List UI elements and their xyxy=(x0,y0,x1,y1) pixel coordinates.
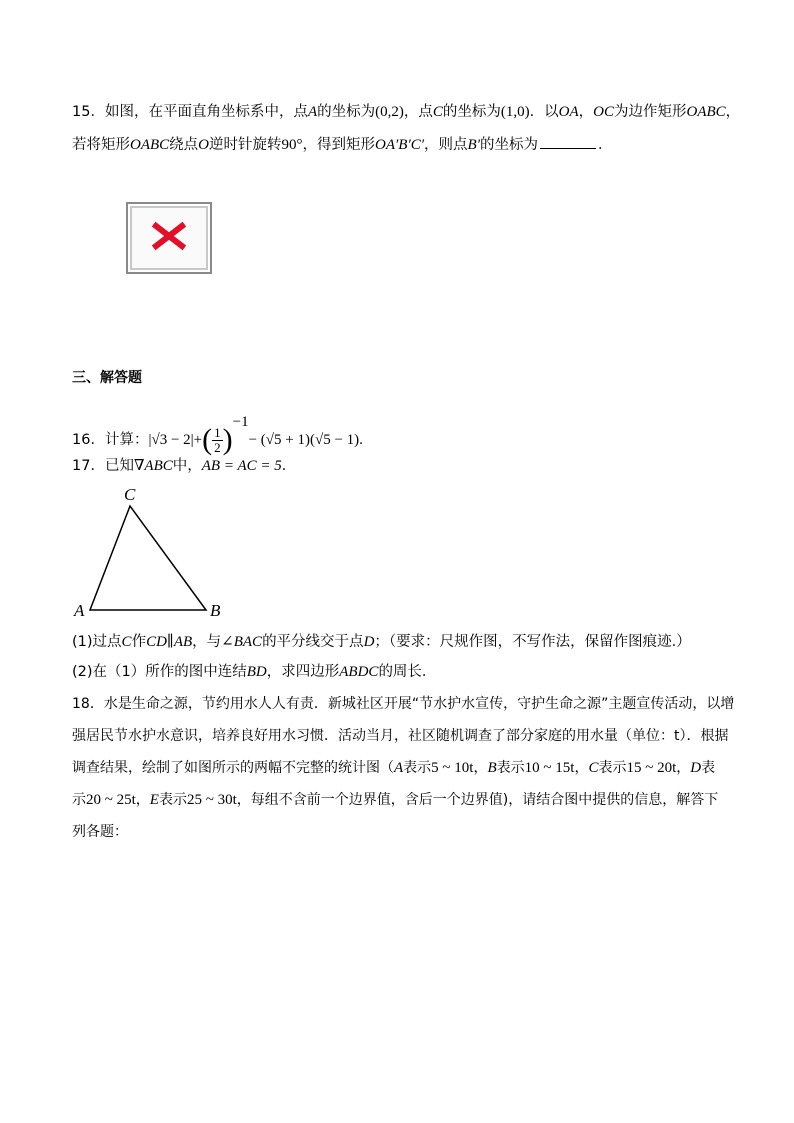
q18-line-2: 强居民节水护水意识，培养良好用水习惯．活动当月，社区随机调查了部分家庭的用水量（单位：t）．根据 xyxy=(72,728,729,744)
q18-line-5: 列各题： xyxy=(72,824,128,840)
q17-line: 17．已知∇ABC中，AB = AC = 5． xyxy=(72,458,297,474)
q18-line-3: 调查结果，绘制了如图所示的两幅不完整的统计图（A表示5 ~ 10t，B表示10 ~ 15t，C表示15 ~ 20t，D表 xyxy=(72,760,716,776)
triangle-abc-figure xyxy=(72,484,232,620)
broken-image-icon xyxy=(126,202,212,274)
q15-line-2: 若将矩形OABC绕点O逆时针旋转90°，得到矩形OA′B′C′，则点B′的坐标为 ． xyxy=(72,134,722,155)
answer-blank xyxy=(540,134,596,149)
section-heading: 三、解答题 xyxy=(72,370,142,386)
label-c: C xyxy=(124,485,136,504)
label-b: B xyxy=(210,601,221,620)
fraction-one-half: $\frac{1}{2}$ xyxy=(214,424,221,455)
q15-line-1: 15．如图，在平面直角坐标系中，点A的坐标为(0,2)，点C的坐标为(1,0)．以OA，OC为边作矩形OABC， xyxy=(72,104,741,120)
q18-line-4: 示20 ~ 25t，E表示25 ~ 30t，每组不含前一个边界值，含后一个边界值)，请结合图中提供的信息，解答下 xyxy=(72,792,719,808)
q17-part-2: (2)在（1）所作的图中连结BD，求四边形ABDC的周长． xyxy=(72,664,437,680)
q16-line: 16．计算：|√3 − 2|+( $\frac{1}{2}$ )$^{-1}$− (√5 + 1)(√5 − 1). xyxy=(72,414,363,456)
q18-line-1: 18．水是生命之源，节约用水人人有责．新城社区开展“节水护水宣传，守护生命之源”主题宣传活动，以增 xyxy=(72,696,735,712)
q17-part-1: (1)过点C作CD∥AB，与∠BAC的平分线交于点D；（要求：尺规作图，不写作法，保留作图痕迹.） xyxy=(72,634,691,650)
label-a: A xyxy=(74,601,85,620)
